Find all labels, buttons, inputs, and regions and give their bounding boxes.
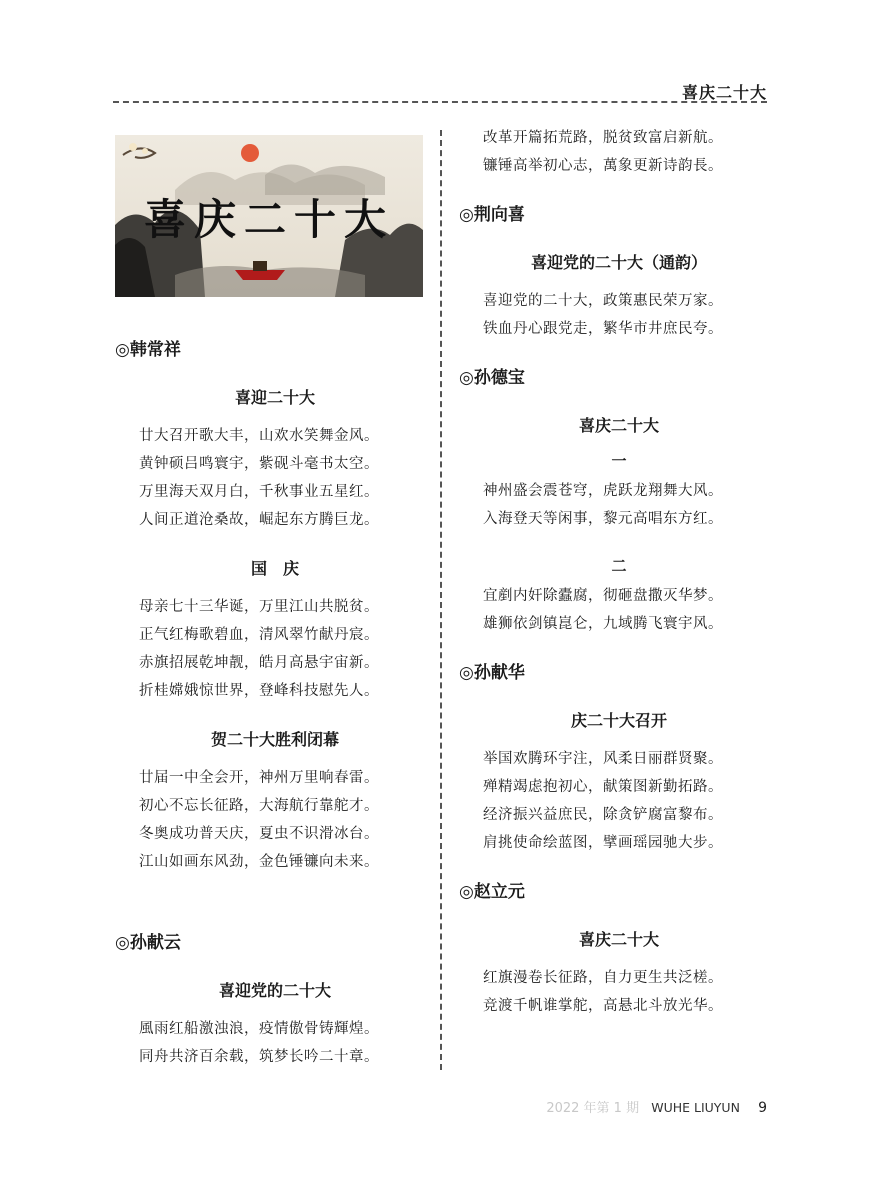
poem-title: 喜迎党的二十大 — [218, 981, 331, 1000]
poem-line: 風雨红船激浊浪，疫情傲骨铸輝煌。 — [139, 1021, 379, 1037]
poem-line: 人间正道沧桑故，崛起东方腾巨龙。 — [139, 512, 379, 528]
issue-label: 2022 年第 1 期 — [546, 1101, 640, 1116]
poem-title: 喜庆二十大 — [578, 416, 659, 435]
poem-line: 江山如画东风劲，金色锤镰向未来。 — [139, 854, 379, 870]
left-column — [115, 337, 415, 1071]
poem-line: 神州盛会震苍穹，虎跃龙翔舞大风。 — [483, 483, 723, 499]
poem-line: 黄钟硕吕鸣寰宇，紫砚斗毫书太空。 — [139, 456, 379, 472]
poem-line: 万里海天双月白，千秋事业五星红。 — [139, 484, 379, 500]
poem-line: 入海登天等闲事，黎元高唱东方红。 — [483, 511, 723, 527]
boat-icon — [235, 270, 285, 280]
poem-line: 折桂嫦娥惊世界，登峰科技慰先人。 — [139, 683, 379, 699]
sun-icon — [241, 144, 259, 162]
poem-line: 正气红梅歌碧血，清风翠竹献丹宸。 — [139, 627, 379, 643]
banner-title: 喜庆二十大 — [143, 195, 394, 244]
poem-line: 赤旗招展乾坤靓，皓月高悬宇宙新。 — [139, 655, 379, 671]
poem-line: 殚精竭虑抱初心，献策图新勤拓路。 — [483, 779, 723, 795]
author-name: ◎荆向喜 — [459, 205, 525, 225]
poem-line: 廿大召开歌大丰，山欢水笑舞金风。 — [139, 428, 379, 444]
author-name: ◎孙献华 — [459, 663, 525, 683]
author-name: ◎赵立元 — [459, 882, 525, 902]
magazine-name: WUHE LIUYUN — [651, 1100, 740, 1115]
poem-section-number: 二 — [611, 557, 627, 575]
poem-line: 冬奥成功普天庆，夏虫不识滑冰台。 — [139, 826, 379, 842]
poem-title: 喜迎党的二十大（通韵） — [530, 253, 707, 272]
poem-title: 贺二十大胜利闭幕 — [210, 730, 339, 749]
author-name: ◎孙献云 — [115, 933, 181, 953]
right-column — [459, 124, 759, 1020]
author-name: ◎韩常祥 — [115, 340, 181, 360]
page-number: 9 — [758, 1100, 767, 1116]
poem-line: 雄狮依剑镇崑仑，九域腾飞寰宇风。 — [483, 616, 723, 632]
poem-line: 肩挑使命绘蓝图，擘画瑶园驰大步。 — [483, 835, 723, 851]
poem-line: 初心不忘长征路，大海航行靠舵才。 — [139, 798, 379, 814]
header-divider — [113, 101, 767, 103]
page-header-title: 喜庆二十大 — [681, 83, 767, 102]
poem-title: 喜迎二十大 — [234, 388, 315, 407]
banner-image — [115, 135, 423, 297]
poem-line: 宜剷内奸除蠹腐，彻砸盘撒灭华梦。 — [483, 588, 723, 604]
author-name: ◎孙德宝 — [459, 368, 525, 388]
poem-title: 喜庆二十大 — [578, 930, 659, 949]
poem-line: 同舟共济百余载，筑梦长吟二十章。 — [139, 1049, 379, 1065]
poem-line: 喜迎党的二十大，政策惠民荣万家。 — [483, 293, 723, 309]
poem-line: 红旗漫卷长征路，自力更生共泛槎。 — [483, 970, 723, 986]
poem-line: 经济振兴益庶民，除贪铲腐富黎布。 — [483, 807, 723, 823]
poem-line: 竞渡千帆谁掌舵，高悬北斗放光华。 — [483, 998, 723, 1014]
page-footer — [546, 1097, 767, 1116]
poem-line: 铁血丹心跟党走，繁华市井庶民夸。 — [483, 321, 723, 337]
poem-title: 国 庆 — [250, 559, 299, 578]
poem-line: 母亲七十三华诞，万里江山共脱贫。 — [139, 599, 379, 615]
poem-title: 庆二十大召开 — [570, 711, 667, 730]
poem-section-number: 一 — [611, 452, 627, 470]
poem-line: 镰锤高举初心志，萬象更新诗韵長。 — [483, 158, 723, 174]
poem-line: 廿届一中全会开，神州万里响春雷。 — [139, 770, 379, 786]
poem-line: 改革开篇拓荒路，脱贫致富启新航。 — [483, 130, 723, 146]
column-divider — [440, 130, 442, 1070]
poem-line: 举国欢腾环宇注，风柔日丽群贤聚。 — [483, 751, 723, 767]
